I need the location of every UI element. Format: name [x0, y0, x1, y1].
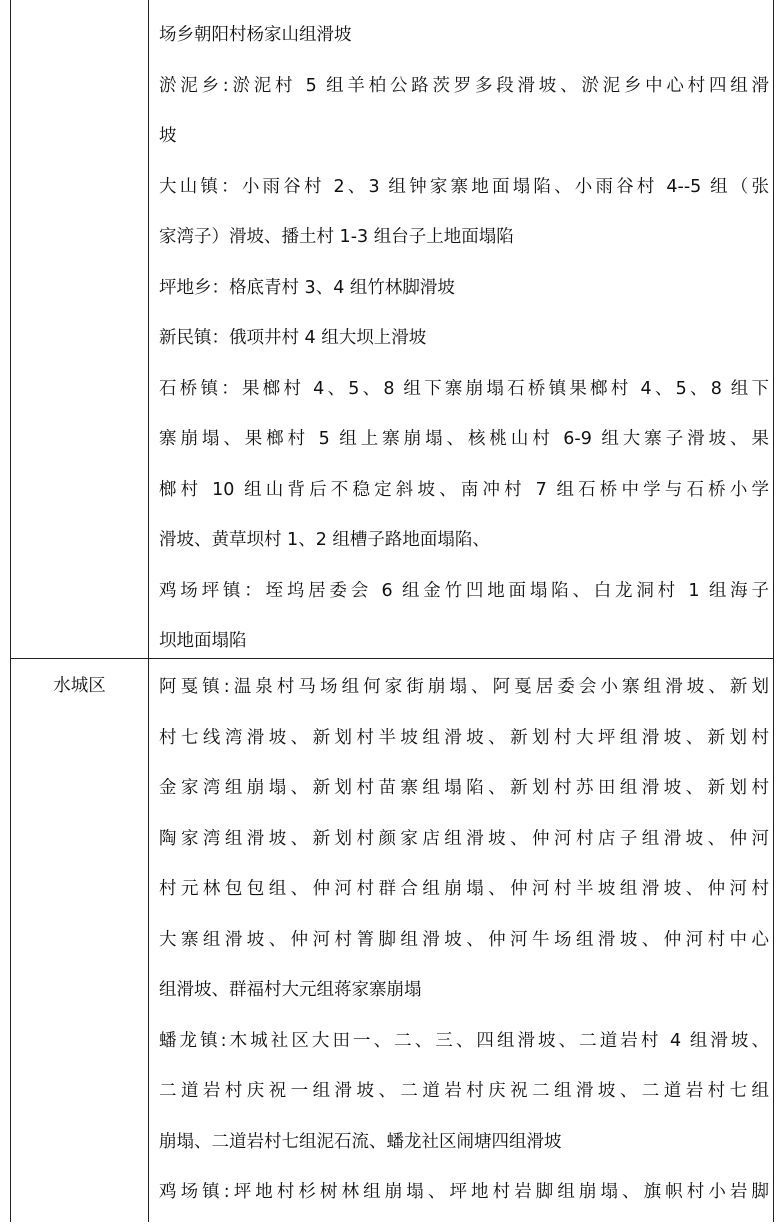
text-line: 石桥镇：果榔村 4、5、8 组下寨崩塌石桥镇果榔村 4、5、8 组下 — [159, 378, 769, 399]
text-line: 崩塌、二道岩村七组泥石流、蟠龙社区闹塘四组滑坡 — [159, 1131, 562, 1152]
region-cell: 水城区 — [53, 676, 106, 696]
text-line: 家湾子）滑坡、播土村 1-3 组台子上地面塌陷 — [159, 227, 514, 247]
text-line: 蟠龙镇:木城社区大田一、二、三、四组滑坡、二道岩村 4 组滑坡、 — [159, 1030, 769, 1051]
text-line: 村元林包包组、仲河村群合组崩塌、仲河村半坡组滑坡、仲河村 — [159, 879, 769, 899]
text-line: 鸡场坪镇：垤坞居委会 6 组金竹凹地面塌陷、白龙洞村 1 组海子 — [159, 580, 769, 601]
text-line: 大山镇：小雨谷村 2、3 组钟家寨地面塌陷、小雨谷村 4--5 组（张 — [159, 176, 769, 197]
text-line: 二道岩村庆祝一组滑坡、二道岩村庆祝二组滑坡、二道岩村七组 — [159, 1081, 769, 1101]
disaster-sites-table — [10, 0, 774, 1222]
sites-cell-shuicheng — [159, 675, 769, 1231]
sites-cell-continued — [159, 23, 769, 680]
text-line: 村七线湾滑坡、新划村半坡组滑坡、新划村大坪组滑坡、新划村 — [159, 727, 769, 748]
text-line: 淤泥乡:淤泥村 5 组羊柏公路茨罗多段滑坡、淤泥乡中心村四组滑 — [159, 75, 769, 96]
text-line: 鸡场镇:坪地村杉树林组崩塌、坪地村岩脚组崩塌、旗帜村小岩脚 — [159, 1182, 769, 1202]
text-line: 组滑坡、群福村大元组蒋家寨崩塌 — [159, 980, 422, 1000]
text-line: 场乡朝阳村杨家山组滑坡 — [159, 25, 352, 45]
text-line: 陶家湾组滑坡、新划村颜家店组滑坡、仲河村店子组滑坡、仲河 — [159, 828, 769, 849]
text-line: 寨崩塌、果榔村 5 组上寨崩塌、核桃山村 6-9 组大寨子滑坡、果 — [159, 429, 769, 449]
text-line: 大寨组滑坡、仲河村箐脚组滑坡、仲河牛场组滑坡、仲河村中心 — [159, 929, 769, 950]
text-line: 金家湾组崩塌、新划村苗寨组塌陷、新划村苏田组滑坡、新划村 — [159, 778, 769, 798]
column-divider — [148, 0, 149, 1222]
text-line: 坪地乡：格底青村 3、4 组竹林脚滑坡 — [159, 277, 455, 298]
text-line: 新民镇：俄项井村 4 组大坝上滑坡 — [159, 328, 427, 348]
text-line: 滑坡、黄草坝村 1、2 组槽子路地面塌陷、 — [159, 530, 490, 550]
text-line: 坡 — [159, 126, 177, 146]
text-line: 榔村 10 组山背后不稳定斜坡、南冲村 7 组石桥中学与石桥小学 — [159, 479, 769, 500]
text-line: 阿戛镇:温泉村马场组何家街崩塌、阿戛居委会小寨组滑坡、新划 — [159, 677, 769, 697]
text-line: 坝地面塌陷 — [159, 631, 247, 651]
